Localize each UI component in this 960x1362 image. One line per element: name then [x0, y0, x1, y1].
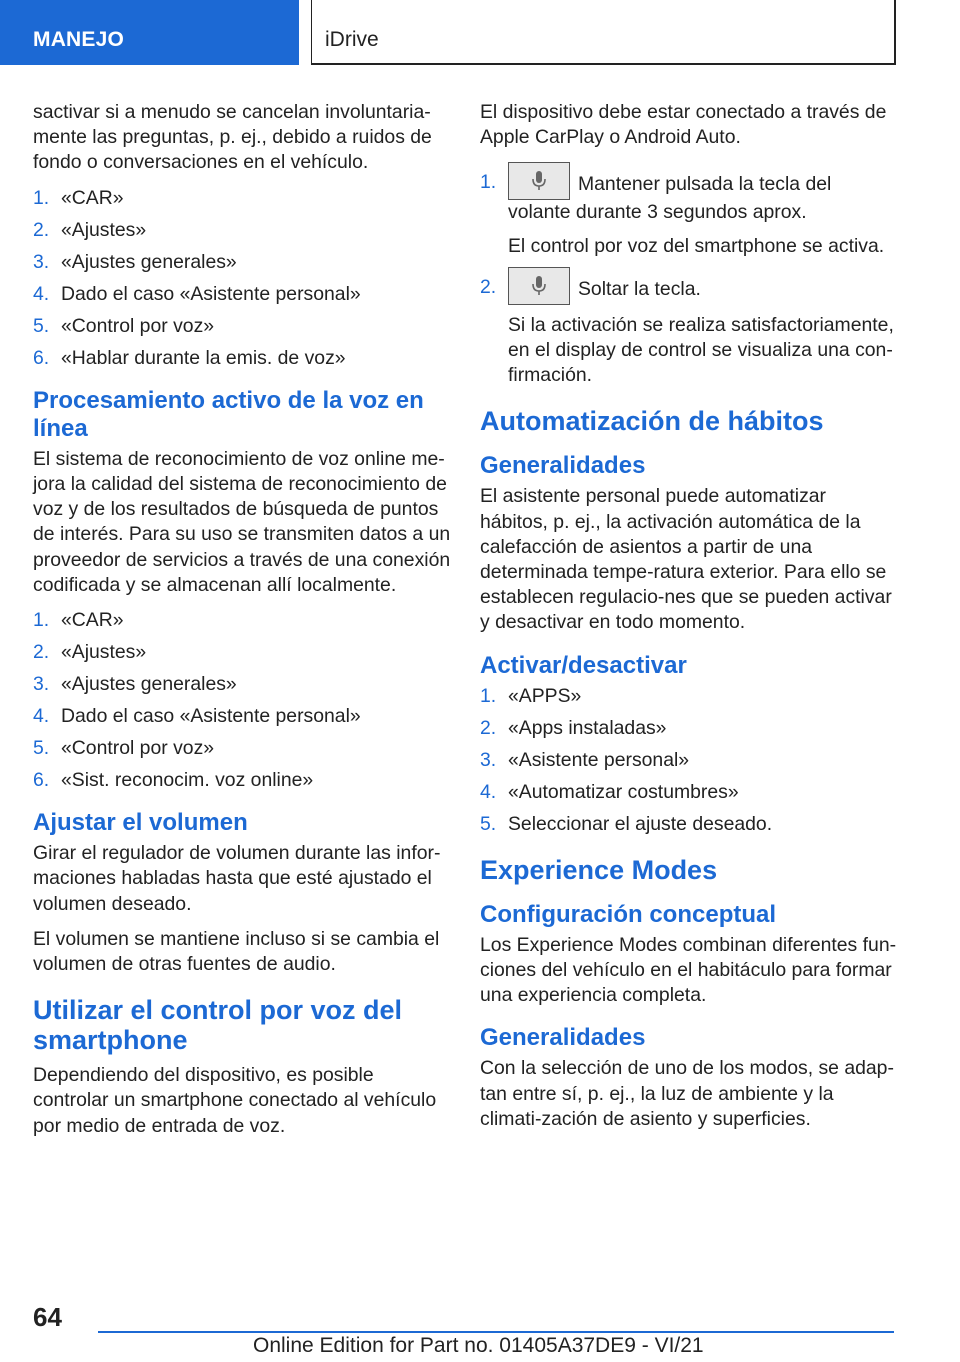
list-item: 2. Soltar la tecla. Si la activación se realiza satisfactoriamente, en el display de control se visualiza una con-firmación.: [480, 275, 898, 389]
paragraph-general-1: El asistente personal puede automatizar hábitos, p. ej., la activación automática de la calefacción de asientos a partir de una determinada tempe-ratura exterior. Para ello se establecen regulacio-nes que se pueden activar y desactivar en todo momento.: [480, 485, 892, 634]
list-item: 6. «Sist. reconocim. voz online»: [33, 769, 314, 792]
heading-online-processing: Procesamiento activo de la voz en línea: [33, 386, 424, 442]
list-item: 1. «CAR»: [33, 186, 124, 209]
heading-smartphone: Utilizar el control por voz del smartphone: [33, 995, 403, 1056]
heading-volume: Ajustar el volumen: [33, 809, 248, 837]
list-item: 1. Mantener pulsada la tecla del volante durante 3 segundos aprox. El control por voz del smartphone se activa.: [480, 170, 898, 258]
heading-concept: Configuración conceptual: [480, 900, 777, 928]
footer-edition: Online Edition for Part no. 01405A37DE9 - VI/21: [253, 1334, 704, 1357]
header-chapter-tab: [311, 0, 896, 65]
left-column: [33, 100, 453, 1139]
list-item: 4. «Automatizar costumbres»: [480, 780, 739, 803]
right-column: [480, 100, 898, 1132]
paragraph-concept: Los Experience Modes combinan diferentes fun-ciones del vehículo en el habitáculo para formar una experiencia completa.: [480, 933, 897, 1007]
paragraph-general-2: Con la selección de uno de los modos, se adap-tan entre sí, p. ej., la luz de ambiente y la climati-zación de asiento y superficies.: [480, 1057, 894, 1130]
list-item: 5. «Control por voz»: [33, 314, 215, 337]
list-item: 1. «CAR»: [33, 609, 124, 632]
list-item: 3. «Asistente personal»: [480, 748, 690, 771]
list-item: 2. «Ajustes»: [33, 218, 147, 241]
list-item: 1. «APPS»: [480, 684, 582, 707]
header-section-label: MANEJO: [33, 28, 125, 51]
heading-habits: Automatización de hábitos: [480, 406, 824, 437]
list-item: 5. Seleccionar el ajuste deseado.: [480, 812, 773, 835]
paragraph-volume-2: El volumen se mantiene incluso si se cambia el volumen de otras fuentes de audio.: [33, 927, 440, 976]
paragraph-smartphone: Dependiendo del dispositivo, es posible controlar un smartphone conectado al vehículo por medio de entrada de voz.: [33, 1064, 437, 1137]
header-section-tab: [0, 0, 299, 65]
list-item: 4. Dado el caso «Asistente personal»: [33, 282, 361, 305]
list-item: 3. «Ajustes generales»: [33, 673, 237, 696]
heading-activate: Activar/desactivar: [480, 651, 687, 679]
list-item: 5. «Control por voz»: [33, 737, 215, 760]
heading-general-1: Generalidades: [480, 452, 646, 480]
heading-experience-modes: Experience Modes: [480, 854, 718, 885]
step-result: El control por voz del smartphone se activa.: [508, 234, 885, 257]
voice-key-icon: [508, 162, 570, 200]
list-item: 2. «Ajustes»: [33, 641, 147, 664]
paragraph-volume-1: Girar el regulador de volumen durante las infor-maciones habladas hasta que esté ajustado el volumen deseado.: [33, 842, 441, 915]
paragraph-device: El dispositivo debe estar conectado a través de Apple CarPlay o Android Auto.: [480, 101, 887, 149]
steps-list-online: [33, 608, 453, 793]
steps-list-habits: [480, 684, 898, 837]
list-item: 6. «Hablar durante la emis. de voz»: [33, 346, 346, 369]
paragraph-online-processing: El sistema de reconocimiento de voz online me-jora la calidad del sistema de reconocimiento de voz y de los resultados de búsqueda de puntos de interés. Para su uso se transmiten datos a un proveedor de servicios a través de una conexión codificada y se almacenan allí localmente.: [33, 447, 451, 596]
steps-list-voice: [33, 186, 453, 371]
list-item: 3. «Ajustes generales»: [33, 250, 237, 273]
heading-general-2: Generalidades: [480, 1024, 646, 1052]
voice-key-icon: [508, 267, 570, 305]
list-item: 4. Dado el caso «Asistente personal»: [33, 705, 361, 728]
step-result: Si la activación se realiza satisfactoriamente, en el display de control se visualiza una con-firmación.: [508, 313, 894, 387]
header-chapter-label: iDrive: [325, 28, 379, 51]
steps-list-smartphone: [480, 170, 898, 388]
intro-paragraph: sactivar si a menudo se cancelan involuntaria-mente las preguntas, p. ej., debido a ruidos de fondo o conversaciones en el vehículo.: [33, 101, 432, 174]
footer-divider: [98, 1331, 894, 1333]
list-item: 2. «Apps instaladas»: [480, 716, 667, 739]
page-number: 64: [33, 1302, 62, 1332]
